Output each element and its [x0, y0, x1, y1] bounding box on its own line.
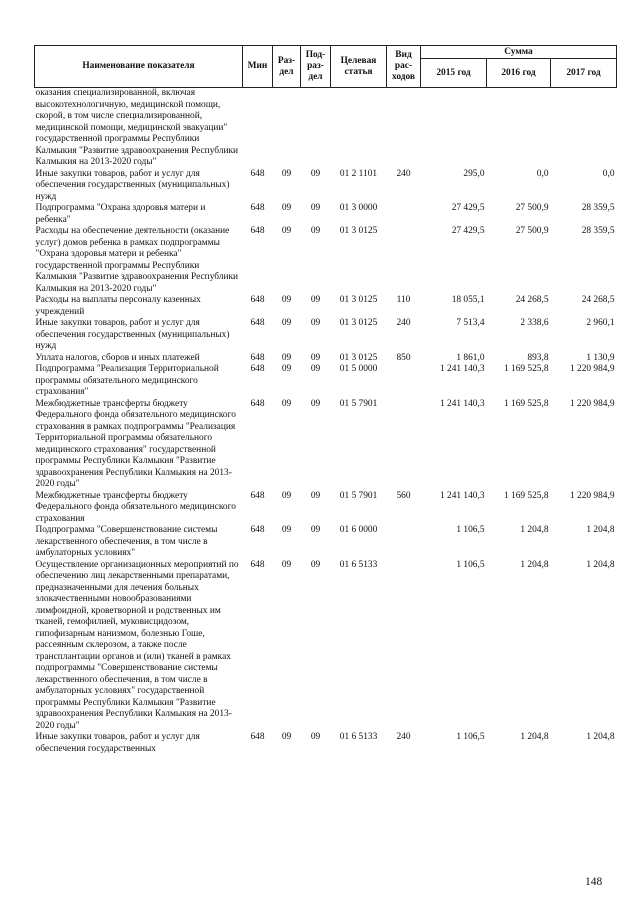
- row-target-article: 01 3 0000: [339, 203, 378, 213]
- table-row: [35, 353, 617, 365]
- row-ministry: 648: [250, 203, 265, 213]
- row-expense-type: 240: [396, 168, 411, 179]
- row-sum-2015: 1 861,0: [456, 352, 485, 363]
- row-sum-2016: 1 169 525,8: [503, 364, 549, 374]
- row-name: Иные закупки товаров, работ и услуг для обеспечения государственных (муниципальных) нужд: [35, 168, 230, 202]
- row-name: Осуществление организационных мероприятий по обеспечению лиц лекарственными препаратами, предназначенными для лечения больных злокачественными новообразованиями лимфоидной, кроветворной и родственных им тканей, гемофилией, муковисцидозом, гипофизарным нанизмом, болезнью Гоше, рассеянным склерозом, а также после трансплантации органов и (или) тканей в рамках подпрограммы "Совершенствование системы лекарственного обеспечения, в том числе в амбулаторных условиях" государственной программы Республики Калмыкия "Развитие здравоохранения Республики Калмыкия на 2013-2020 годы": [35, 559, 239, 731]
- row-sum-2016: 2 338,6: [520, 318, 549, 328]
- row-name: Иные закупки товаров, работ и услуг для обеспечения государственных (муниципальных) нужд: [35, 318, 230, 351]
- row-sum-2017: 28 359,5: [581, 203, 615, 213]
- page-number: 148: [585, 876, 603, 888]
- header-2016: 2016 год: [487, 59, 551, 88]
- table-row: [35, 491, 617, 526]
- header-min: Мин: [243, 46, 273, 88]
- row-sum-2017: 1 204,8: [586, 732, 615, 742]
- row-name: Уплата налогов, сборов и иных платежей: [35, 352, 200, 363]
- row-sum-2016: 1 204,8: [520, 525, 549, 535]
- table-row: [35, 364, 617, 399]
- row-sum-2016: 1 204,8: [520, 732, 549, 742]
- row-target-article: 01 5 0000: [339, 364, 378, 374]
- row-expense-type: 560: [396, 490, 411, 501]
- row-sum-2017: 0,0: [602, 168, 615, 179]
- row-ministry: 648: [250, 352, 265, 363]
- row-podrazdel: 09: [310, 525, 321, 535]
- row-podrazdel: 09: [310, 352, 321, 363]
- row-ministry: 648: [250, 398, 265, 409]
- row-sum-2015: 18 055,1: [451, 295, 485, 305]
- table-row: [35, 732, 617, 755]
- row-target-article: 01 6 5133: [339, 732, 378, 742]
- row-razdel: [273, 88, 301, 169]
- row-expense-type: [387, 226, 421, 295]
- row-ministry: 648: [250, 226, 265, 236]
- table-row: [35, 203, 617, 226]
- row-sum-2017: 2 960,1: [586, 318, 615, 328]
- row-sum-2015: 1 106,5: [456, 525, 485, 535]
- table-row: [35, 560, 617, 733]
- table-header: [35, 46, 617, 88]
- row-expense-type: [387, 525, 421, 560]
- header-target-article: Целевая статья: [331, 46, 387, 88]
- row-name: Иные закупки товаров, работ и услуг для обеспечения государственных: [35, 732, 200, 754]
- row-sum-2017: [551, 88, 617, 169]
- row-target-article: 01 2 1101: [339, 168, 378, 179]
- row-sum-2015: 27 429,5: [451, 203, 485, 213]
- row-razdel: 09: [281, 352, 292, 363]
- header-name: Наименование показателя: [35, 46, 243, 88]
- header-2017: 2017 год: [551, 59, 617, 88]
- table-row: [35, 169, 617, 204]
- row-sum-2015: 27 429,5: [451, 226, 485, 236]
- row-ministry: 648: [250, 732, 265, 742]
- row-sum-2017: 24 268,5: [581, 295, 615, 305]
- header-razdel: Раз-дел: [273, 46, 301, 88]
- row-target-article: [331, 88, 387, 169]
- row-expense-type: [387, 88, 421, 169]
- row-expense-type: [387, 203, 421, 226]
- row-razdel: 09: [281, 525, 292, 535]
- row-name: Подпрограмма "Охрана здоровья матери и ребенка": [35, 203, 206, 225]
- row-razdel: 09: [281, 226, 292, 236]
- row-target-article: 01 3 0125: [339, 352, 378, 363]
- row-ministry: 648: [250, 490, 265, 501]
- row-razdel: 09: [281, 490, 292, 501]
- row-razdel: 09: [281, 732, 292, 742]
- budget-table: [34, 45, 617, 755]
- row-expense-type: 240: [396, 732, 411, 742]
- row-sum-2016: 24 268,5: [515, 295, 549, 305]
- row-sum-2016: 893,8: [527, 352, 549, 363]
- row-sum-2015: 1 241 140,3: [439, 490, 485, 501]
- row-expense-type: 110: [396, 295, 411, 305]
- row-expense-type: [387, 560, 421, 733]
- row-name: Расходы на выплаты персоналу казенных учреждений: [35, 295, 201, 317]
- row-sum-2017: 1 204,8: [586, 559, 615, 570]
- row-target-article: 01 6 5133: [339, 559, 378, 570]
- row-target-article: 01 3 0125: [339, 318, 378, 328]
- row-razdel: 09: [281, 398, 292, 409]
- row-ministry: 648: [250, 318, 265, 328]
- row-sum-2017: 1 220 984,9: [569, 364, 615, 374]
- table-row: [35, 295, 617, 318]
- row-razdel: 09: [281, 168, 292, 179]
- table-row: [35, 399, 617, 491]
- row-sum-2016: 1 169 525,8: [503, 398, 549, 409]
- row-name: Подпрограмма "Совершенствование системы лекарственного обеспечения, в том числе в амбулаторных условиях": [35, 525, 218, 558]
- row-sum-2016: 27 500,9: [515, 203, 549, 213]
- table-row: [35, 88, 617, 169]
- row-target-article: 01 3 0125: [339, 226, 378, 236]
- row-sum-2016: 1 169 525,8: [503, 490, 549, 501]
- header-sum: Сумма: [421, 46, 617, 59]
- row-sum-2017: 1 220 984,9: [569, 490, 615, 501]
- table-row: [35, 525, 617, 560]
- row-podrazdel: 09: [310, 559, 321, 570]
- header-2015: 2015 год: [421, 59, 487, 88]
- header-podrazdel: Под-раз-дел: [301, 46, 331, 88]
- row-sum-2016: [487, 88, 551, 169]
- row-sum-2015: 1 241 140,3: [439, 398, 485, 409]
- row-name: оказания специализированной, включая высокотехнологичную, медицинской помощи, скорой, в том числе специализированной, медицинской помощи, медицинской эвакуации" государственной программы Республики Калмыкия "Развитие здравоохранения Республики Калмыкия на 2013-2020 годы": [35, 88, 239, 167]
- table-row: [35, 226, 617, 295]
- row-podrazdel: 09: [310, 295, 321, 305]
- row-podrazdel: 09: [310, 226, 321, 236]
- row-sum-2015: 1 106,5: [456, 732, 485, 742]
- row-sum-2017: 1 204,8: [586, 525, 615, 535]
- row-ministry: 648: [250, 295, 265, 305]
- row-sum-2016: 0,0: [536, 168, 549, 179]
- row-ministry: 648: [250, 364, 265, 374]
- row-razdel: 09: [281, 295, 292, 305]
- row-name: Межбюджетные трансферты бюджету Федерального фонда обязательного медицинского страхования: [35, 490, 236, 524]
- row-sum-2015: 1 106,5: [456, 559, 485, 570]
- row-ministry: 648: [250, 559, 265, 570]
- row-razdel: 09: [281, 559, 292, 570]
- table-row: [35, 318, 617, 353]
- budget-table-page: [34, 45, 616, 755]
- row-ministry: [243, 88, 273, 169]
- row-razdel: 09: [281, 203, 292, 213]
- row-sum-2015: 7 513,4: [456, 318, 485, 328]
- header-expense-type: Вид рас-ходов: [387, 46, 421, 88]
- row-podrazdel: 09: [310, 364, 321, 374]
- row-sum-2017: 1 130,9: [586, 352, 615, 363]
- row-expense-type: [387, 364, 421, 399]
- row-razdel: 09: [281, 318, 292, 328]
- row-name: Подпрограмма "Реализация Территориальной программы обязательного медицинского страхования": [35, 364, 219, 397]
- row-name: Межбюджетные трансферты бюджету Федерального фонда обязательного медицинского страхования в рамках подпрограммы "Реализация Территориальной программы обязательного медицинского страхования" государственной программы Республики Калмыкия "Развитие здравоохранения Республики Калмыкия на 2013-2020 годы": [35, 398, 236, 489]
- row-podrazdel: 09: [310, 168, 321, 179]
- row-target-article: 01 5 7901: [339, 398, 378, 409]
- row-sum-2016: 27 500,9: [515, 226, 549, 236]
- row-sum-2016: 1 204,8: [520, 559, 549, 570]
- row-ministry: 648: [250, 525, 265, 535]
- row-target-article: 01 5 7901: [339, 490, 378, 501]
- row-podrazdel: 09: [310, 398, 321, 409]
- row-target-article: 01 6 0000: [339, 525, 378, 535]
- row-expense-type: 850: [396, 352, 411, 363]
- row-expense-type: 240: [396, 318, 411, 328]
- row-sum-2017: 28 359,5: [581, 226, 615, 236]
- table-body: [35, 88, 617, 756]
- row-name: Расходы на обеспечение деятельности (оказание услуг) домов ребенка в рамках подпрограммы "Охрана здоровья матери и ребенка" государственной программы Республики Калмыкия "Развитие здравоохранения Республики Калмыкия на 2013-2020 годы": [35, 226, 239, 294]
- row-target-article: 01 3 0125: [339, 295, 378, 305]
- row-expense-type: [387, 399, 421, 491]
- row-podrazdel: [301, 88, 331, 169]
- row-sum-2017: 1 220 984,9: [569, 398, 615, 409]
- row-podrazdel: 09: [310, 732, 321, 742]
- row-razdel: 09: [281, 364, 292, 374]
- row-sum-2015: [421, 88, 487, 169]
- row-sum-2015: 295,0: [463, 168, 485, 179]
- row-podrazdel: 09: [310, 318, 321, 328]
- row-podrazdel: 09: [310, 203, 321, 213]
- row-sum-2015: 1 241 140,3: [439, 364, 485, 374]
- row-ministry: 648: [250, 168, 265, 179]
- row-podrazdel: 09: [310, 490, 321, 501]
